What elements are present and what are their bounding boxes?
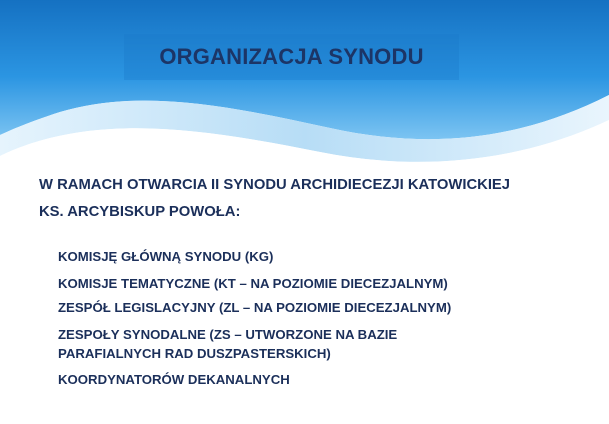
wave-header-background	[0, 0, 609, 175]
intro-line-2: KS. ARCYBISKUP POWOŁA:	[39, 204, 241, 220]
list-item-text-continued: PARAFIALNYCH RAD DUSZPASTERSKICH)	[58, 346, 331, 361]
list-item-text: KOMISJĘ GŁÓWNĄ SYNODU (KG)	[58, 249, 274, 264]
title-box	[124, 34, 459, 80]
list-item-zl	[58, 298, 451, 317]
list-item-kg	[58, 247, 273, 266]
list-item-coordinators	[58, 370, 290, 389]
list-item-text: KOMISJE TEMATYCZNE (KT – NA POZIOMIE DIECEZJALNYM)	[58, 276, 448, 291]
list-item-text: KOORDYNATORÓW DEKANALNYCH	[58, 372, 290, 387]
intro-text	[39, 172, 599, 226]
list-item-kt	[58, 274, 448, 293]
list-item-text: ZESPÓŁ LEGISLACYJNY (ZL – NA POZIOMIE DIECEZJALNYM)	[58, 300, 452, 315]
intro-line-1: W RAMACH OTWARCIA II SYNODU ARCHIDIECEZJI KATOWICKIEJ	[39, 177, 511, 193]
slide-title: ORGANIZACJA SYNODU	[159, 44, 424, 69]
list-item-text: ZESPOŁY SYNODALNE (ZS – UTWORZONE NA BAZIE	[58, 327, 398, 342]
list-item-zs	[58, 325, 397, 363]
